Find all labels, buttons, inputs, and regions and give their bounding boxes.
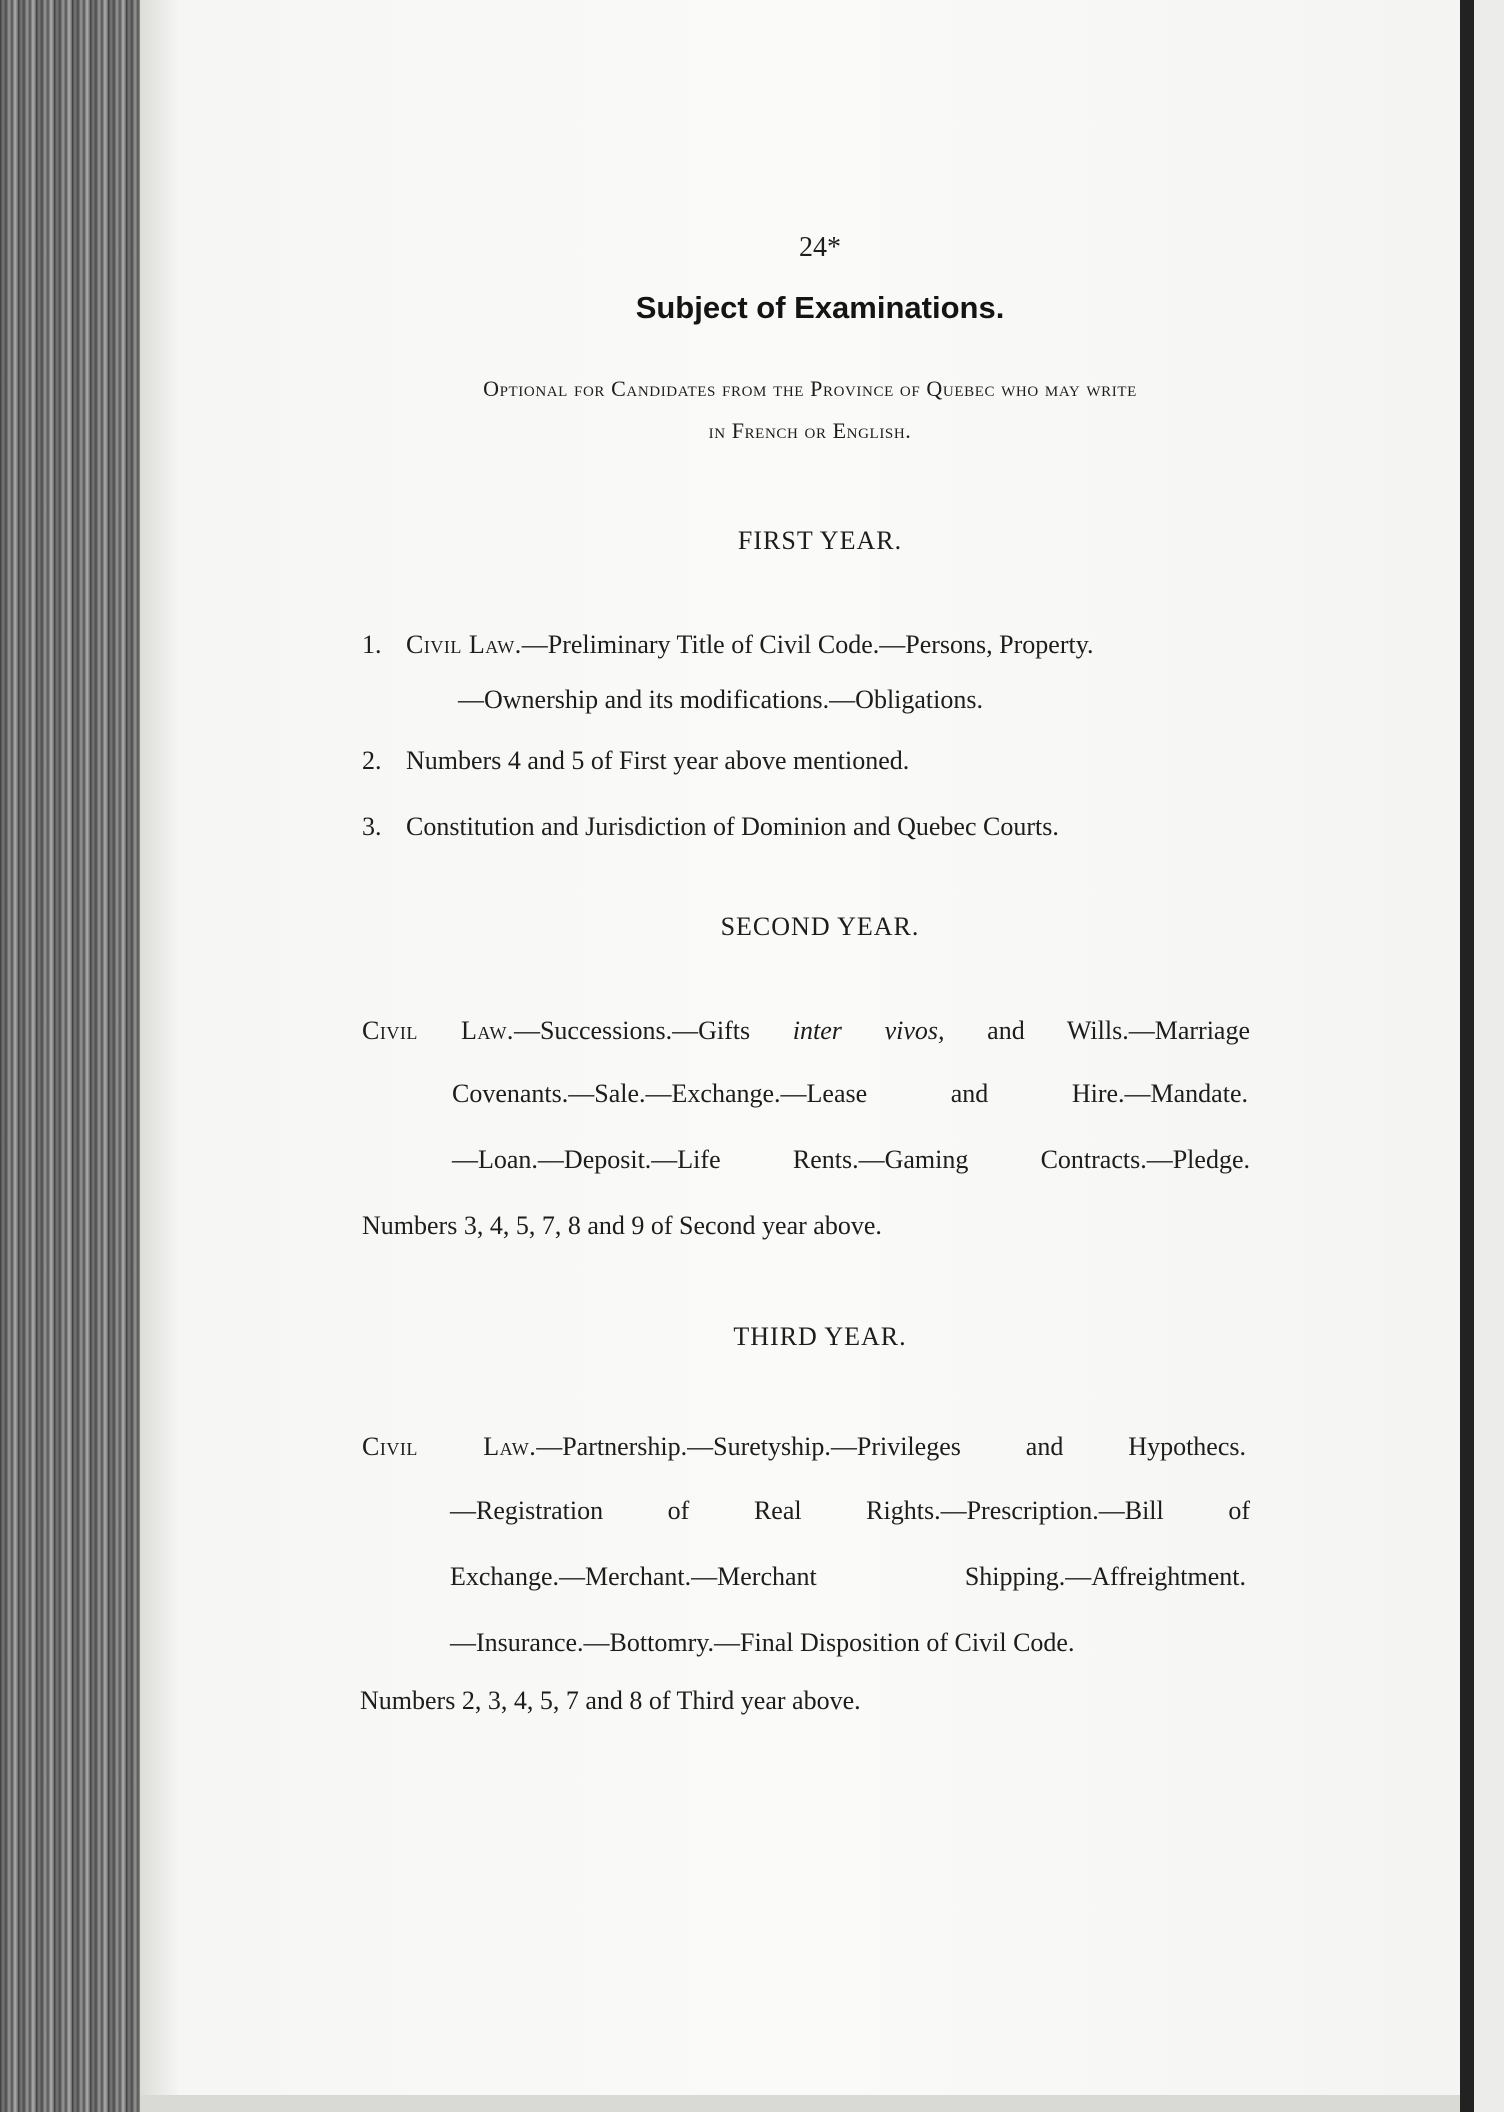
third-year-heading: THIRD YEAR. [733,1322,907,1351]
third-year-line-3: Exchange.—Merchant.—Merchant Shipping.—Affreightment. [450,1562,1246,1591]
first-year-item-3-number: 3. [362,812,382,841]
second-year-line-2: Covenants.—Sale.—Exchange.—Lease and Hire.—Mandate. [452,1079,1248,1108]
third-year-line-4: —Insurance.—Bottomry.—Final Disposition of Civil Code. [450,1628,1075,1657]
first-year-item-1-line-1 [406,630,1094,660]
first-year-item-1-number: 1. [362,630,382,659]
second-year-line-1-b: and Wills.—Marriage [944,1016,1250,1045]
subtitle-line-1: Optional for Candidates from the Province of Quebec who may write [483,376,1137,401]
second-year-line-1-a: —Successions.—Gifts [513,1016,793,1045]
page-number: 24* [799,232,841,263]
third-year-line-2: —Registration of Real Rights.—Prescription.—Bill of [450,1496,1250,1525]
civil-law-label: Civil Law. [406,630,522,659]
first-year-item-1-line-2: —Ownership and its modifications.—Obligations. [458,685,984,714]
first-year-item-2-text: Numbers 4 and 5 of First year above mentioned. [406,746,910,775]
civil-law-label: Civil Law. [362,1016,514,1045]
second-year-numbers: Numbers 3, 4, 5, 7, 8 and 9 of Second year above. [362,1211,882,1240]
civil-law-label: Civil Law. [362,1432,537,1461]
right-page-margin [1460,0,1504,2112]
first-year-item-3-text: Constitution and Jurisdiction of Dominion and Quebec Courts. [406,812,1059,841]
third-year-line-1-text: —Partnership.—Suretyship.—Privileges and Hypothecs. [536,1432,1246,1461]
third-year-line-1 [362,1432,1246,1462]
third-year-numbers: Numbers 2, 3, 4, 5, 7 and 8 of Third year above. [360,1686,861,1715]
second-year-line-1-italic: inter vivos, [792,1016,945,1045]
second-year-heading: SECOND YEAR. [720,912,920,941]
second-year-line-3: —Loan.—Deposit.—Life Rents.—Gaming Contracts.—Pledge. [452,1145,1250,1174]
second-year-line-1 [362,1016,1250,1046]
first-year-item-2-number: 2. [362,746,382,775]
first-year-heading: FIRST YEAR. [737,526,903,555]
page-title: Subject of Examinations. [635,290,1005,325]
book-page-edges [0,0,140,2112]
bottom-margin [140,2095,1460,2112]
first-year-item-1-text: —Preliminary Title of Civil Code.—Persons, Property. [521,630,1094,659]
subtitle-line-2: in French or English. [708,418,912,443]
